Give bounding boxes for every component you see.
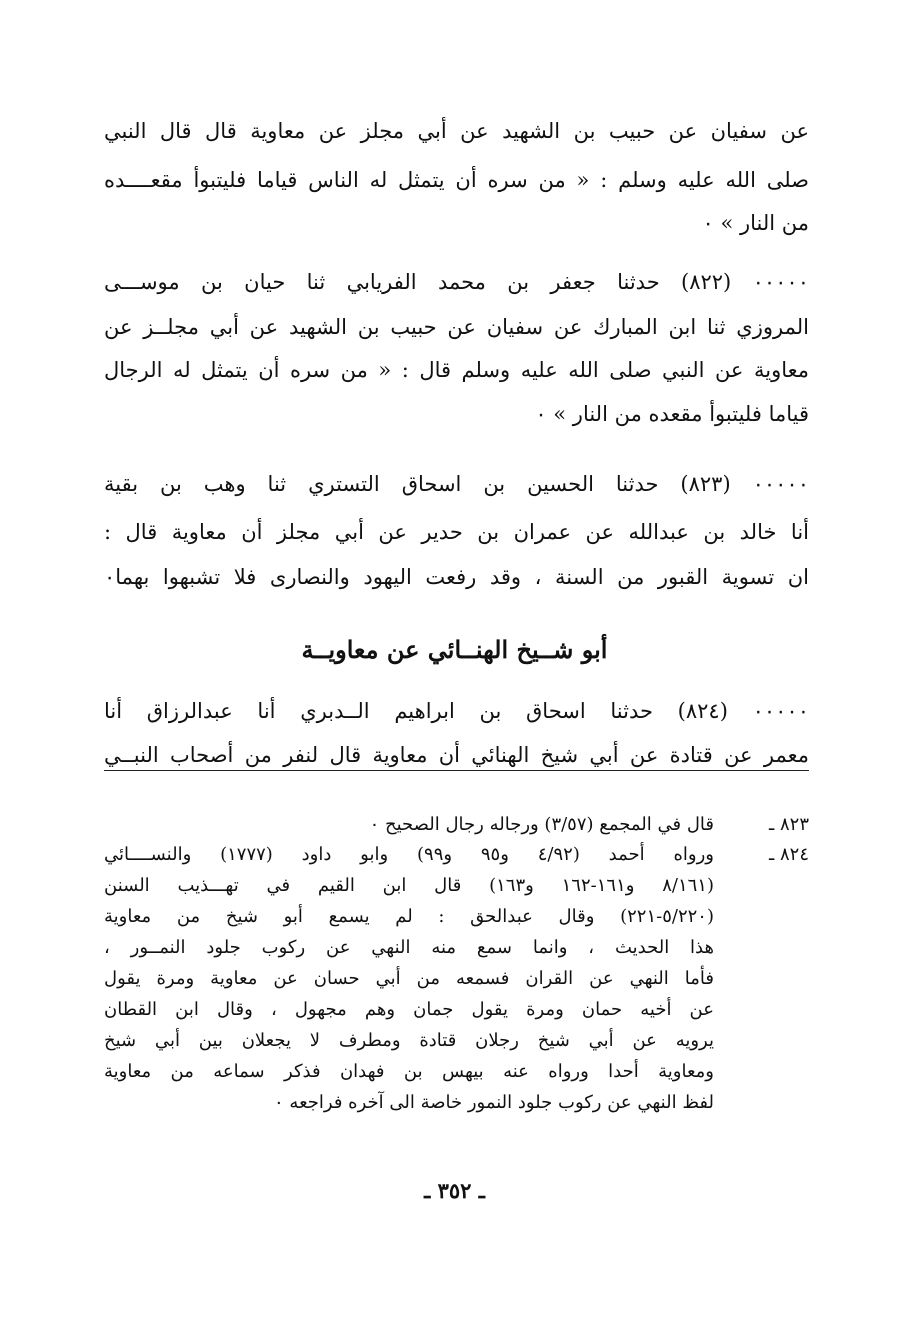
- text-line: معمر عن قتادة عن أبي شيخ الهنائي أن معاوية قال لنفر من أصحاب النبــي: [104, 743, 809, 767]
- footnote-text: ورواه أحمد (٤/٩٢ و٩٥ و٩٩) وابو داود (١٧٧٧) والنســــائي: [104, 844, 714, 865]
- text-line: من النار » ٠: [702, 211, 809, 235]
- footnote-number: ٨٢٣ ـ: [768, 814, 809, 835]
- footnote-text: (٥/٢٢٠-٢٢١) وقال عبدالحق : لم يسمع أبو شيخ من معاوية: [104, 906, 714, 927]
- section-heading: أبو شــيخ الهنــائي عن معاويــة: [301, 635, 608, 664]
- text-line: ٠٠٠٠٠ (٨٢٢) حدثنا جعفر بن محمد الفريابي ثنا حيان بن موســـى: [104, 270, 809, 294]
- footnote-text: قال في المجمع (٣/٥٧) ورجاله رجال الصحيح ٠: [369, 814, 714, 835]
- text-line: أنا خالد بن عبدالله عن عمران بن حدير عن أبي مجلز أن معاوية قال :: [104, 520, 809, 544]
- text-line: ٠٠٠٠٠ (٨٢٣) حدثنا الحسين بن اسحاق التستري ثنا وهب بن بقية: [104, 472, 809, 496]
- text-line: قياما فليتبوأ مقعده من النار » ٠: [535, 402, 809, 426]
- footnote-text: لفظ النهي عن ركوب جلود النمور خاصة الى آخره فراجعه ٠: [274, 1092, 714, 1113]
- text-line: ٠٠٠٠٠ (٨٢٤) حدثنا اسحاق بن ابراهيم الــدبري أنا عبدالرزاق أنا: [104, 699, 809, 723]
- footnote-number: ٨٢٤ ـ: [768, 844, 809, 865]
- footnote-text: عن أخيه حمان ومرة يقول جمان وهم مجهول ، وقال ابن القطان: [104, 999, 714, 1020]
- footnote-text: ومعاوية أحدا ورواه عنه بيهس بن فهدان فذكر سماعه من معاوية: [104, 1061, 714, 1082]
- footnote-823: [104, 810, 809, 840]
- footnote-text: (٨/١٦١ و١٦١-١٦٢ و١٦٣) قال ابن القيم في تهـــذيب السنن: [104, 875, 714, 896]
- text-line: المروزي ثنا ابن المبارك عن سفيان عن حبيب بن الشهيد عن أبي مجلــز عن: [104, 315, 809, 339]
- text-line: معاوية عن النبي صلى الله عليه وسلم قال : « من سره أن يتمثل له الرجال: [104, 358, 809, 382]
- footnote-text: فأما النهي عن القران فسمعه من أبي حسان عن معاوية ومرة يقول: [104, 968, 714, 989]
- page-number: ـ ٣٥٢ ـ: [424, 1178, 485, 1203]
- text-line: ان تسوية القبور من السنة ، وقد رفعت اليهود والنصارى فلا تشبهوا بهما٠: [104, 565, 809, 589]
- footnote-text: يرويه عن أبي شيخ رجلان قتادة ومطرف لا يجعلان بين أبي شيخ: [104, 1030, 714, 1051]
- footnote-text: هذا الحديث ، وانما سمع منه النهي عن ركوب جلود النمــور ،: [104, 937, 714, 958]
- footnote-separator: [104, 770, 809, 771]
- text-line: صلى الله عليه وسلم : « من سره أن يتمثل له الناس قياما فليتبوأ مقعــــده: [104, 168, 809, 192]
- text-line: عن سفيان عن حبيب بن الشهيد عن أبي مجلز عن معاوية قال قال النبي: [104, 119, 809, 143]
